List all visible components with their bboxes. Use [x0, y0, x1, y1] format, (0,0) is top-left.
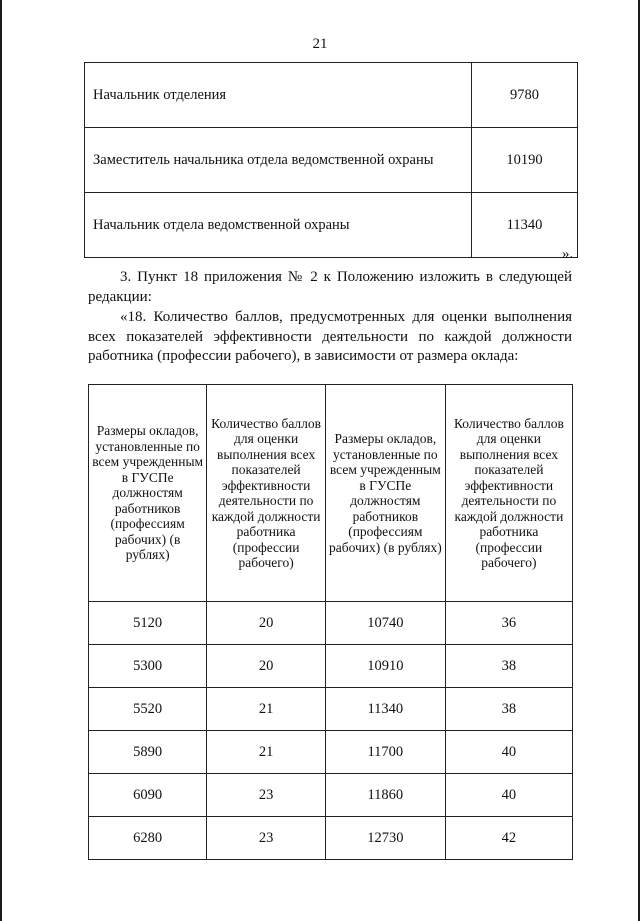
- paragraph-item-3: 3. Пункт 18 приложения № 2 к Положению изложить в следующей редакции:: [88, 269, 572, 305]
- table-row: [89, 774, 573, 817]
- points-cell: 40: [445, 731, 572, 774]
- table-row: [89, 817, 573, 860]
- points-table: [88, 384, 573, 860]
- salary-cell: 5300: [89, 645, 207, 688]
- header-row: [89, 385, 573, 602]
- position-cell: Заместитель начальника отдела ведомственной охраны: [85, 128, 472, 193]
- points-cell: 20: [207, 602, 326, 645]
- paragraph-item-18: «18. Количество баллов, предусмотренных для оценки выполнения всех показателей эффективности деятельности по каждой должности работника (профессии рабочего), в зависимости от размера оклада:: [88, 309, 572, 364]
- points-cell: 23: [207, 774, 326, 817]
- points-cell: 38: [445, 688, 572, 731]
- table-row: [89, 602, 573, 645]
- salary-cell: 10740: [325, 602, 445, 645]
- salary-cell: 5120: [89, 602, 207, 645]
- header-salary-1: Размеры окладов, установленные по всем учрежденным в ГУСПе должностям работников (профессиям рабочих) (в рублях): [89, 385, 207, 602]
- position-cell: Начальник отделения: [85, 63, 472, 128]
- position-cell: Начальник отдела ведомственной охраны: [85, 193, 472, 258]
- salary-cell: 11860: [325, 774, 445, 817]
- salary-cell: 11700: [325, 731, 445, 774]
- salary-table: [84, 62, 578, 258]
- points-cell: 23: [207, 817, 326, 860]
- header-points-2: Количество баллов для оценки выполнения всех показателей эффективности деятельности по каждой должности работника (профессии рабочего): [445, 385, 572, 602]
- closing-quote: ».: [562, 246, 574, 262]
- salary-cell: 6280: [89, 817, 207, 860]
- points-cell: 42: [445, 817, 572, 860]
- table-row: [89, 688, 573, 731]
- points-cell: 21: [207, 731, 326, 774]
- table-row: [89, 731, 573, 774]
- points-cell: 36: [445, 602, 572, 645]
- table-row: [85, 63, 578, 128]
- table-row: [89, 645, 573, 688]
- table-row: [85, 128, 578, 193]
- salary-cell: 6090: [89, 774, 207, 817]
- salary-cell: 11340: [325, 688, 445, 731]
- points-cell: 38: [445, 645, 572, 688]
- salary-cell: 5520: [89, 688, 207, 731]
- salary-cell: 10910: [325, 645, 445, 688]
- salary-cell: 12730: [325, 817, 445, 860]
- table-row: [85, 193, 578, 258]
- points-cell: 21: [207, 688, 326, 731]
- header-salary-2: Размеры окладов, установленные по всем учрежденным в ГУСПе должностям работников (профессиям рабочих) (в рублях): [325, 385, 445, 602]
- salary-cell: 9780: [472, 63, 578, 128]
- header-points-1: Количество баллов для оценки выполнения всех показателей эффективности деятельности по каждой должности работника (профессии рабочего): [207, 385, 326, 602]
- salary-cell: 11340: [472, 193, 578, 258]
- points-cell: 20: [207, 645, 326, 688]
- salary-cell: 5890: [89, 731, 207, 774]
- points-cell: 40: [445, 774, 572, 817]
- salary-cell: 10190: [472, 128, 578, 193]
- page-number: 21: [312, 36, 328, 52]
